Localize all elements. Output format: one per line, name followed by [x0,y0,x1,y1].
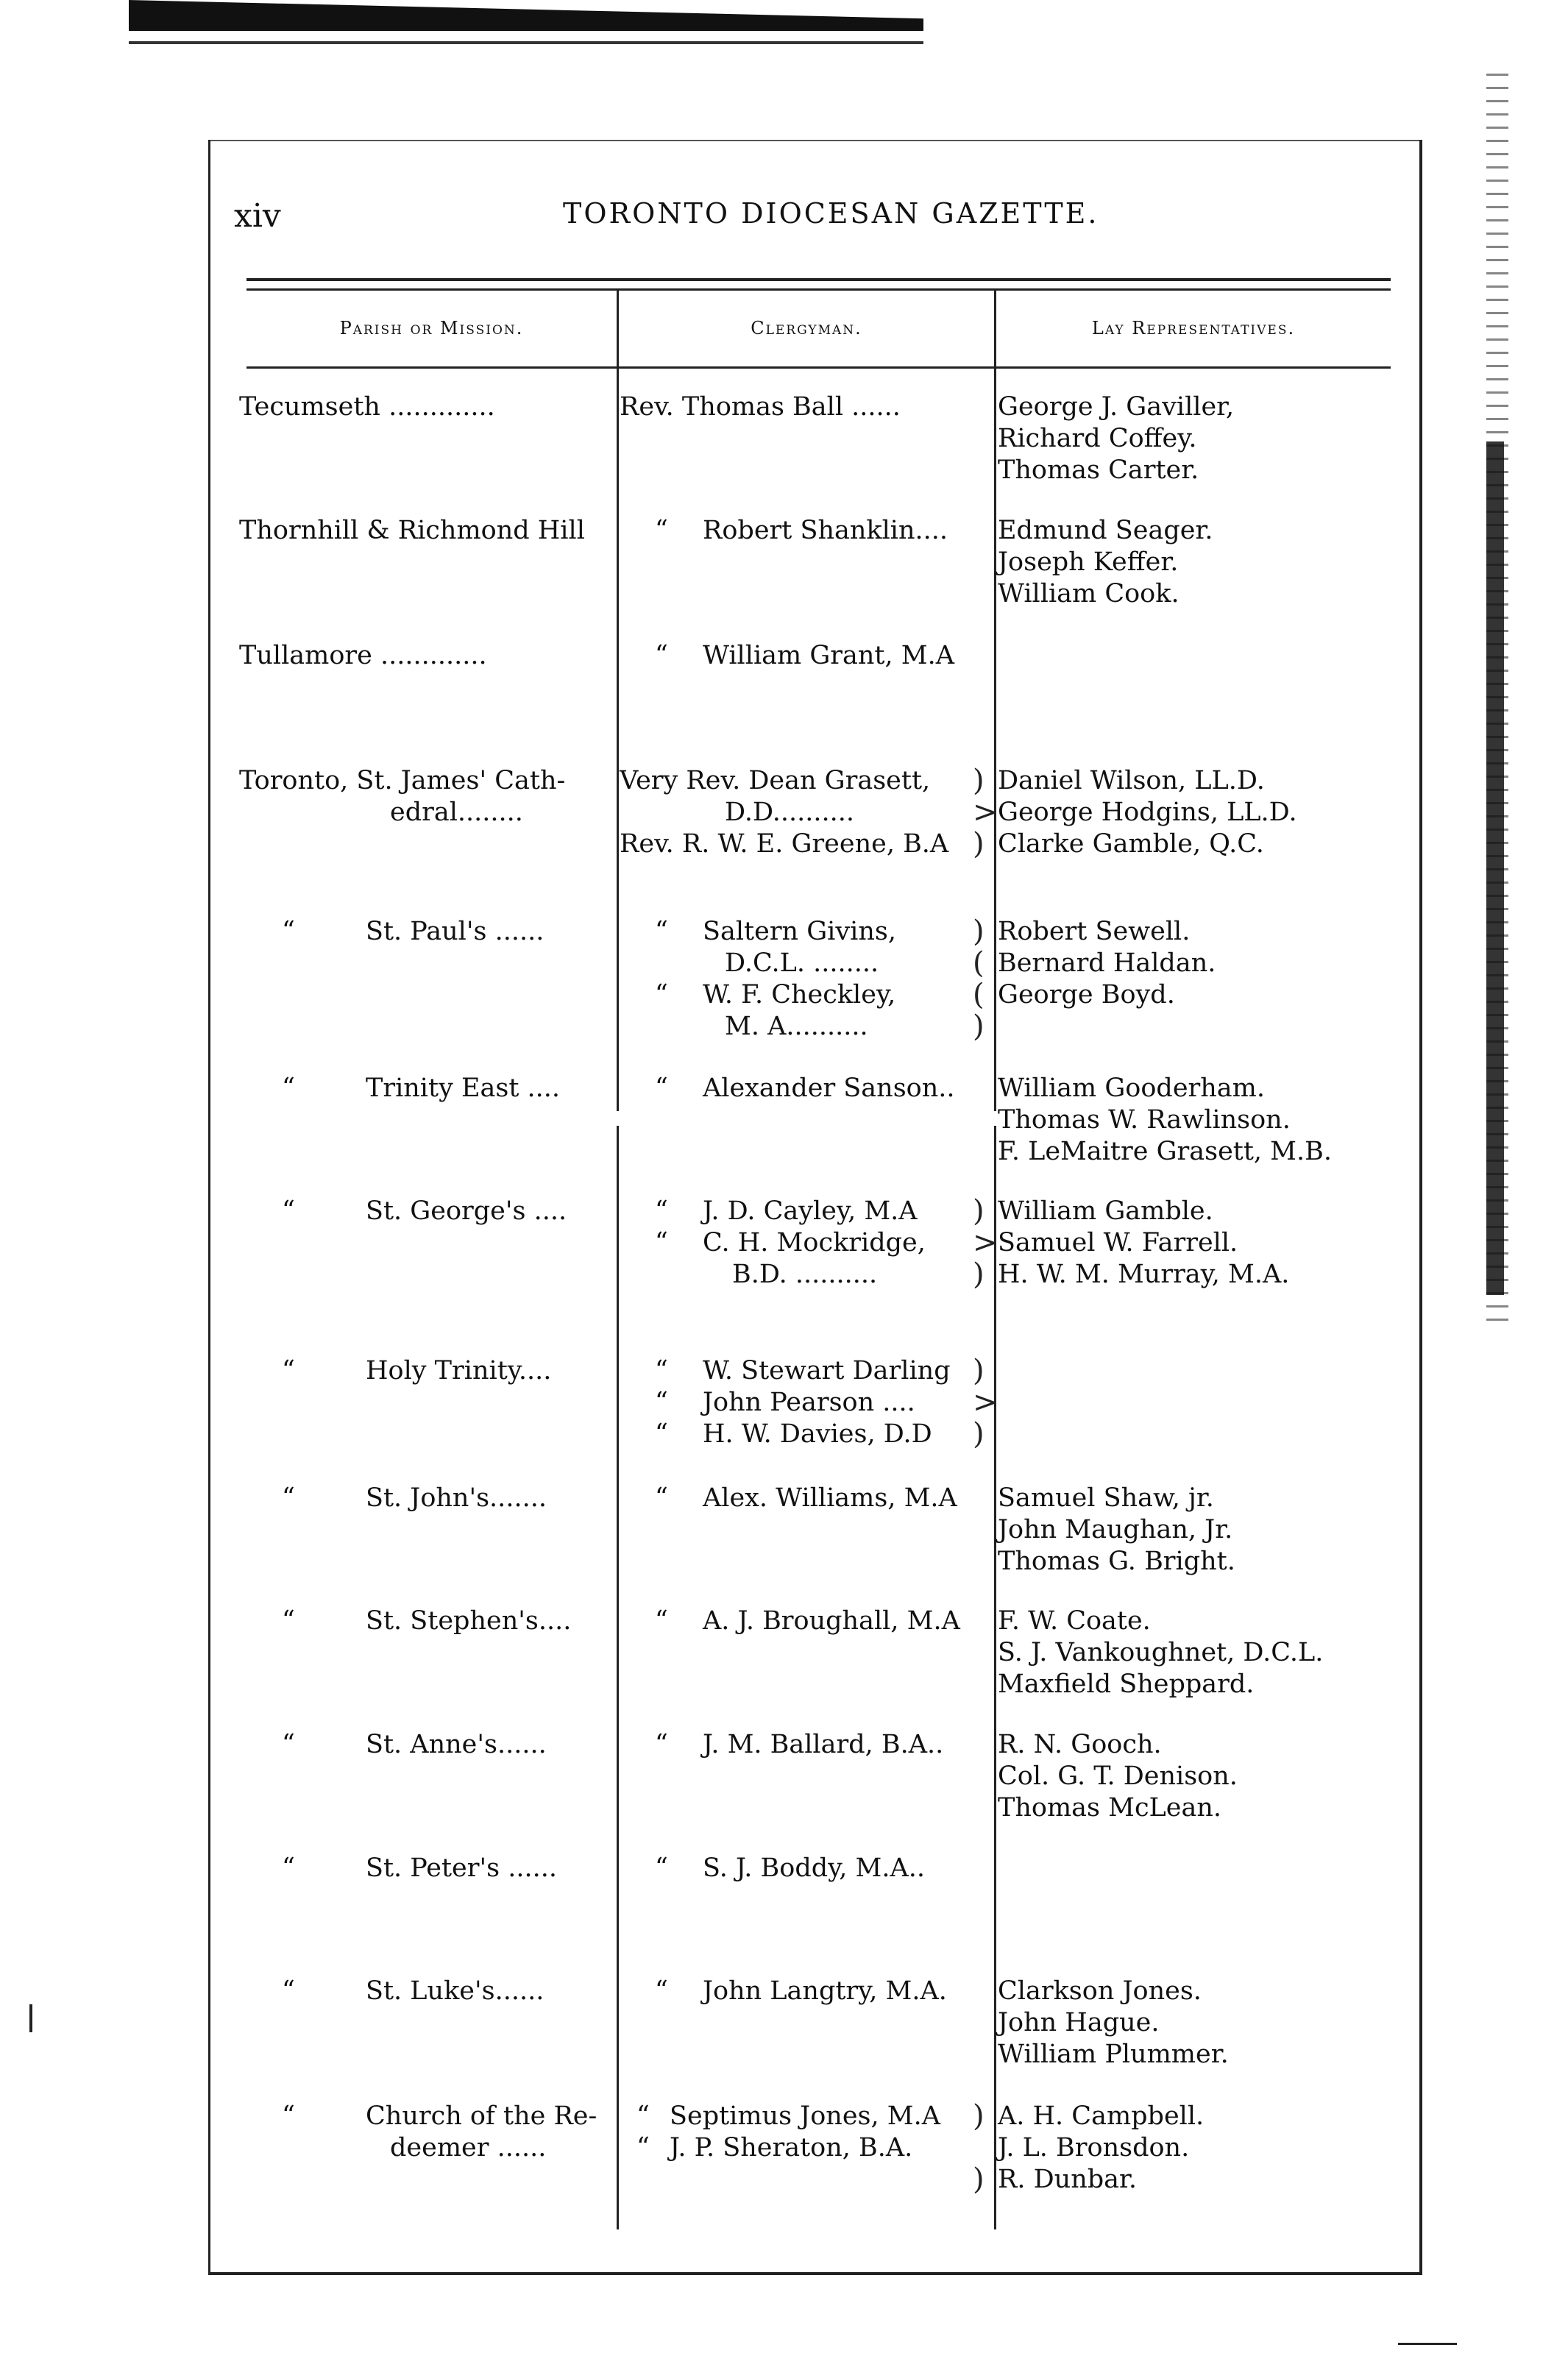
clergy-cell: Septimus Jones, M.A [670,2101,940,2131]
brace: ) [973,2163,985,2196]
clergy-cell: Saltern Givins, [703,917,896,946]
lay-cell: George J. Gaviller, [998,392,1235,422]
ditto-mark: “ [655,1355,668,1385]
lay-cell: Edmund Seager. [998,516,1213,545]
clergy-cell: William Grant, M.A [703,641,954,670]
column-divider-2b [994,1126,996,2229]
lay-cell: William Gooderham. [998,1074,1265,1103]
ditto-mark: “ [282,1483,295,1512]
ditto-mark: “ [655,640,668,670]
brace: > [973,1386,998,1419]
lay-cell: F. W. Coate. [998,1606,1151,1636]
ditto-mark: “ [282,1355,295,1385]
ditto-mark: “ [655,1227,668,1257]
clergy-cell: Very Rev. Dean Grasett, [620,766,931,795]
parish-cell: St. John's....... [366,1483,547,1513]
parish-cell: St. Stephen's.... [366,1606,572,1636]
parish-cell: edral........ [390,798,523,827]
brace: > [973,1226,998,1260]
ditto-mark: “ [655,515,668,544]
ditto-mark: “ [655,1073,668,1102]
ditto-mark: “ [655,1606,668,1635]
ditto-mark: “ [655,1483,668,1512]
header-double-rule-top [246,278,1391,281]
ditto-mark: “ [655,1196,668,1225]
column-header-lay: Lay Representatives. [1091,318,1296,338]
lay-cell: H. W. M. Murray, M.A. [998,1260,1290,1289]
lay-cell: Robert Sewell. [998,917,1191,946]
brace: ( [973,978,985,1012]
parish-cell: Tecumseth ............. [239,392,495,422]
brace: ) [973,1194,985,1228]
brace: ) [973,2099,985,2133]
scan-artifact-line [129,41,923,44]
ditto-mark: “ [655,1976,668,2005]
lay-cell: R. Dunbar. [998,2165,1138,2194]
ditto-mark: “ [655,1419,668,1448]
lay-cell: R. N. Gooch. [998,1730,1162,1759]
lay-cell: George Boyd. [998,980,1175,1010]
clergy-cell: H. W. Davies, D.D [703,1419,932,1449]
lay-cell: Clarke Gamble, Q.C. [998,829,1264,859]
column-divider-1b [617,1126,619,2229]
clergy-cell: C. H. Mockridge, [703,1228,926,1257]
clergy-cell: W. F. Checkley, [703,980,896,1010]
parish-cell: Holy Trinity.... [366,1356,552,1386]
scan-mark-bottom [1398,2343,1457,2345]
lay-cell: Samuel W. Farrell. [998,1228,1238,1257]
lay-cell: Bernard Haldan. [998,948,1216,978]
ditto-mark: “ [655,916,668,945]
lay-cell: Daniel Wilson, LL.D. [998,766,1265,795]
clergy-cell: Alex. Williams, M.A [703,1483,957,1513]
parish-cell: Tullamore ............. [239,641,487,670]
clergy-cell: Robert Shanklin.... [703,516,948,545]
lay-cell: George Hodgins, LL.D. [998,798,1297,827]
brace: ) [973,915,985,948]
parish-cell: St. Peter's ...... [366,1853,557,1883]
lay-cell: William Cook. [998,579,1179,609]
brace: ) [973,764,985,798]
ditto-mark: “ [282,1073,295,1102]
scan-edge-bar [1486,441,1504,1295]
ditto-mark: “ [655,1387,668,1416]
parish-cell: St. Anne's...... [366,1730,547,1759]
lay-cell: John Maughan, Jr. [998,1515,1233,1544]
clergy-cell: B.D. .......... [732,1260,878,1289]
ditto-mark: “ [636,2132,650,2162]
lay-cell: William Plummer. [998,2040,1229,2069]
lay-cell: Thomas McLean. [998,1793,1222,1823]
lay-cell: J. L. Bronsdon. [998,2133,1190,2163]
brace: ( [973,946,985,980]
lay-cell: Clarkson Jones. [998,1976,1202,2006]
lay-cell: William Gamble. [998,1196,1213,1226]
clergy-cell: A. J. Broughall, M.A [703,1606,960,1636]
lay-cell: A. H. Campbell. [998,2101,1205,2131]
column-header-parish: Parish or Mission. [339,318,524,338]
header-double-rule-bottom [246,288,1391,291]
parish-cell: Toronto, St. James' Cath- [239,766,566,795]
clergy-cell: D.C.L. ........ [725,948,879,978]
clergy-cell: John Pearson .... [703,1388,915,1417]
brace: ) [973,827,985,861]
lay-cell: Maxfield Sheppard. [998,1670,1255,1699]
clergy-cell: J. P. Sheraton, B.A. [670,2133,913,2163]
parish-cell: Church of the Re- [366,2101,597,2131]
parish-cell: St. George's .... [366,1196,567,1226]
lay-cell: F. LeMaitre Grasett, M.B. [998,1137,1332,1166]
clergy-cell: S. J. Boddy, M.A.. [703,1853,926,1883]
lay-cell: Thomas W. Rawlinson. [998,1105,1291,1135]
lay-cell: Samuel Shaw, jr. [998,1483,1214,1513]
ditto-mark: “ [282,1606,295,1635]
clergy-cell: W. Stewart Darling [703,1356,951,1386]
scan-artifact-top [129,0,923,31]
lay-cell: Col. G. T. Denison. [998,1761,1238,1791]
parish-cell: St. Paul's ...... [366,917,544,946]
clergy-cell: J. D. Cayley, M.A [703,1196,918,1226]
brace: ) [973,1417,985,1451]
parish-cell: Trinity East .... [366,1074,561,1103]
ditto-mark: “ [282,1729,295,1759]
lay-cell: Thomas G. Bright. [998,1547,1235,1576]
lay-cell: John Hague. [998,2008,1160,2037]
lay-cell: Joseph Keffer. [998,547,1179,577]
clergy-cell: Alexander Sanson.. [703,1074,955,1103]
clergy-cell: D.D.......... [725,798,855,827]
ditto-mark: “ [636,2101,650,2130]
ditto-mark: “ [282,1196,295,1225]
ditto-mark: “ [655,1729,668,1759]
clergy-cell: John Langtry, M.A. [703,1976,947,2006]
column-divider-1a [617,291,619,1111]
clergy-cell: J. M. Ballard, B.A.. [703,1730,944,1759]
page-title: TORONTO DIOCESAN GAZETTE. [563,197,1099,230]
ditto-mark: “ [655,1853,668,1882]
parish-cell: Thornhill & Richmond Hill [239,516,585,545]
ditto-mark: “ [655,979,668,1009]
page-number: xiv [234,197,281,235]
clergy-cell: Rev. Thomas Ball ...... [620,392,901,422]
ditto-mark: “ [282,1976,295,2005]
clergy-cell: M. A.......... [725,1012,868,1041]
column-header-clergyman: Clergyman. [751,318,862,338]
column-divider-2a [994,291,996,1111]
parish-cell: St. Luke's...... [366,1976,544,2006]
ditto-mark: “ [282,1853,295,1882]
clergy-cell: Rev. R. W. E. Greene, B.A [620,829,949,859]
brace: > [973,795,998,829]
brace: ) [973,1354,985,1388]
brace: ) [973,1257,985,1291]
scan-mark-left [29,2004,32,2032]
column-header-rule [246,366,1391,369]
parish-cell: deemer ...... [390,2133,547,2163]
ditto-mark: “ [282,2101,295,2130]
lay-cell: S. J. Vankoughnet, D.C.L. [998,1638,1324,1667]
brace: ) [973,1010,985,1043]
lay-cell: Richard Coffey. [998,424,1197,453]
lay-cell: Thomas Carter. [998,455,1199,485]
ditto-mark: “ [282,916,295,945]
